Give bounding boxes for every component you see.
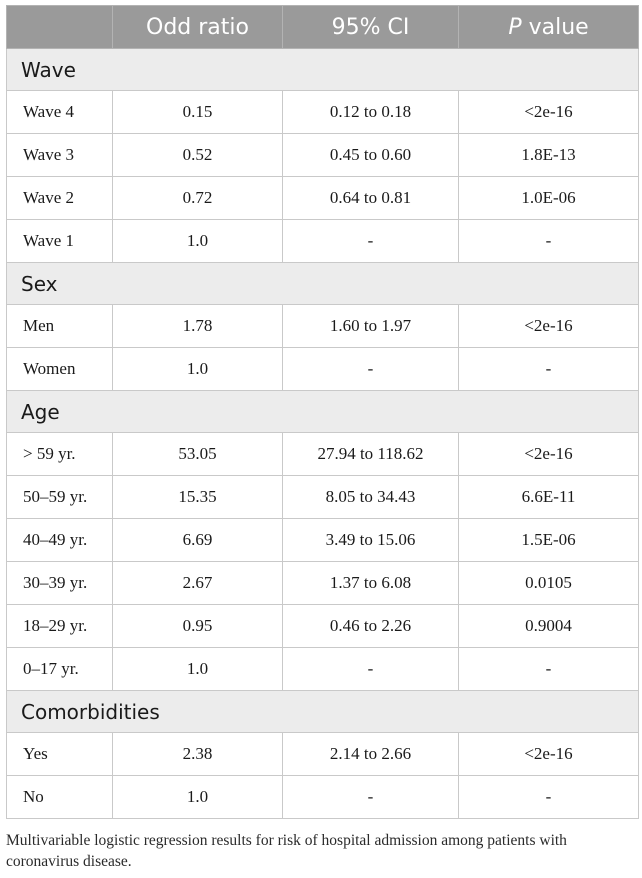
table-row: [7, 220, 639, 263]
odd-ratio-cell: 53.05: [113, 433, 283, 476]
row-label: Wave 3: [7, 134, 113, 177]
row-label: Wave 2: [7, 177, 113, 220]
table-row: [7, 776, 639, 819]
row-label: 50–59 yr.: [7, 476, 113, 519]
p-value-cell: 0.0105: [459, 562, 639, 605]
p-value-cell: -: [459, 776, 639, 819]
row-label: 40–49 yr.: [7, 519, 113, 562]
ci-cell: 0.45 to 0.60: [283, 134, 459, 177]
row-label: Wave 4: [7, 91, 113, 134]
p-value-cell: 0.9004: [459, 605, 639, 648]
p-value-cell: -: [459, 348, 639, 391]
table-row: [7, 476, 639, 519]
table-caption: Multivariable logistic regression results for risk of hospital admission among patients with coronavirus disease.: [6, 832, 567, 870]
row-label: Men: [7, 305, 113, 348]
header-95-ci: 95% CI: [283, 6, 459, 49]
p-value-cell: <2e-16: [459, 305, 639, 348]
header-row: [7, 6, 639, 49]
table-row: [7, 648, 639, 691]
odd-ratio-cell: 1.78: [113, 305, 283, 348]
ci-cell: 1.37 to 6.08: [283, 562, 459, 605]
ci-cell: -: [283, 648, 459, 691]
p-value-cell: <2e-16: [459, 733, 639, 776]
row-label: Women: [7, 348, 113, 391]
odd-ratio-cell: 6.69: [113, 519, 283, 562]
header-odd-ratio: Odd ratio: [113, 6, 283, 49]
odd-ratio-cell: 0.95: [113, 605, 283, 648]
table-row: [7, 605, 639, 648]
header-blank-cell: [7, 6, 113, 49]
odd-ratio-cell: 1.0: [113, 776, 283, 819]
group-row-wave: [7, 49, 639, 91]
group-title: Comorbidities: [7, 691, 639, 733]
table-row: [7, 91, 639, 134]
ci-cell: 3.49 to 15.06: [283, 519, 459, 562]
group-title: Wave: [7, 49, 639, 91]
p-value-cell: 6.6E-11: [459, 476, 639, 519]
header-p-rest: value: [521, 14, 589, 40]
header-p-italic: P: [508, 14, 522, 40]
p-value-cell: <2e-16: [459, 433, 639, 476]
p-value-cell: 1.0E-06: [459, 177, 639, 220]
row-label: 18–29 yr.: [7, 605, 113, 648]
table-row: [7, 433, 639, 476]
ci-cell: 27.94 to 118.62: [283, 433, 459, 476]
odd-ratio-cell: 0.15: [113, 91, 283, 134]
row-label: 30–39 yr.: [7, 562, 113, 605]
odd-ratio-cell: 1.0: [113, 648, 283, 691]
row-label: Yes: [7, 733, 113, 776]
odd-ratio-cell: 2.67: [113, 562, 283, 605]
odd-ratio-cell: 0.72: [113, 177, 283, 220]
results-table-container: [6, 5, 638, 819]
row-label: > 59 yr.: [7, 433, 113, 476]
ci-cell: -: [283, 776, 459, 819]
odd-ratio-cell: 15.35: [113, 476, 283, 519]
table-row: [7, 134, 639, 177]
table-row: [7, 177, 639, 220]
odd-ratio-cell: 0.52: [113, 134, 283, 177]
ci-cell: 8.05 to 34.43: [283, 476, 459, 519]
ci-cell: 1.60 to 1.97: [283, 305, 459, 348]
table-row: [7, 733, 639, 776]
ci-cell: 2.14 to 2.66: [283, 733, 459, 776]
table-row: [7, 348, 639, 391]
group-row-sex: [7, 263, 639, 305]
row-label: No: [7, 776, 113, 819]
p-value-cell: -: [459, 220, 639, 263]
ci-cell: 0.46 to 2.26: [283, 605, 459, 648]
row-label: 0–17 yr.: [7, 648, 113, 691]
ci-cell: -: [283, 220, 459, 263]
group-title: Sex: [7, 263, 639, 305]
odd-ratio-cell: 1.0: [113, 348, 283, 391]
ci-cell: 0.12 to 0.18: [283, 91, 459, 134]
p-value-cell: 1.8E-13: [459, 134, 639, 177]
group-row-age: [7, 391, 639, 433]
table-row: [7, 519, 639, 562]
table-row: [7, 562, 639, 605]
table-body: [7, 49, 639, 819]
group-title: Age: [7, 391, 639, 433]
odd-ratio-cell: 1.0: [113, 220, 283, 263]
p-value-cell: -: [459, 648, 639, 691]
ci-cell: 0.64 to 0.81: [283, 177, 459, 220]
header-p-value: [459, 6, 639, 49]
table-header: [7, 6, 639, 49]
odd-ratio-cell: 2.38: [113, 733, 283, 776]
results-table: [6, 5, 639, 819]
p-value-cell: <2e-16: [459, 91, 639, 134]
ci-cell: -: [283, 348, 459, 391]
table-row: [7, 305, 639, 348]
p-value-cell: 1.5E-06: [459, 519, 639, 562]
group-row-comorbidities: [7, 691, 639, 733]
row-label: Wave 1: [7, 220, 113, 263]
